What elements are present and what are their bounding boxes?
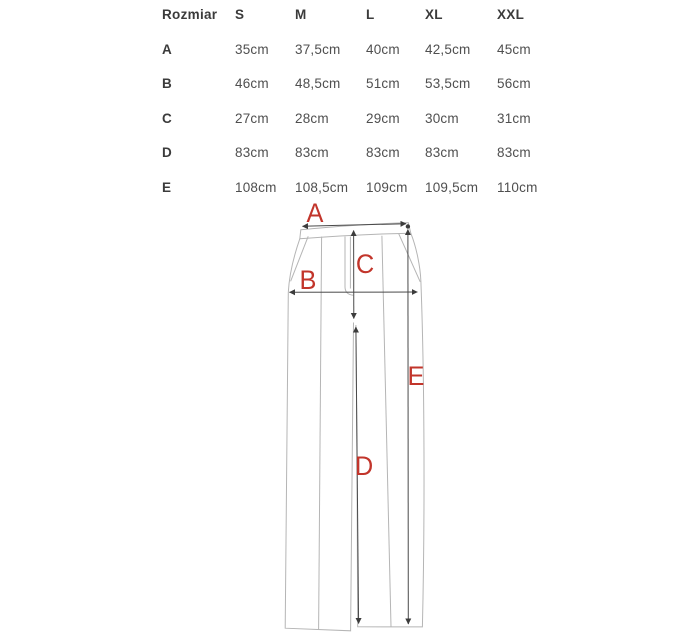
size-table-header-rozmiar: Rozmiar [162,7,218,22]
value-b-s: 46cm [235,76,269,91]
value-a-xl: 42,5cm [425,41,471,57]
right-crease-line [382,236,391,627]
waistband-corner-point [406,224,410,228]
value-a-xxl: 45cm [497,41,531,57]
left-crease-line [319,237,322,630]
dimension-label-b: B [299,265,317,295]
value-d-l: 83cm [366,145,400,160]
value-e-m: 108,5cm [295,179,349,195]
size-table-header-l: L [366,7,375,22]
row-label-a: A [162,41,173,57]
row-label-b: B [162,76,173,91]
value-a-m: 37,5cm [295,41,341,57]
value-c-l: 29cm [366,110,400,126]
value-c-xl: 30cm [425,110,459,126]
value-c-s: 27cm [235,110,269,126]
right-pocket-line [399,233,421,281]
value-b-m: 48,5cm [295,76,341,91]
size-table-header-s: S [235,7,245,22]
value-e-xl: 109,5cm [425,179,479,195]
value-c-xxl: 31cm [497,110,531,126]
row-label-c: C [162,110,173,126]
value-d-m: 83cm [295,145,329,160]
value-d-s: 83cm [235,145,269,160]
row-label-e: E [162,179,172,195]
value-a-l: 40cm [366,41,400,57]
size-table-header-xl: XL [425,7,443,22]
size-table-header-m: M [295,7,307,22]
row-label-d: D [162,145,173,160]
value-b-xl: 53,5cm [425,76,471,91]
value-b-l: 51cm [366,76,400,91]
value-e-xxl: 110cm [497,179,538,195]
value-d-xxl: 83cm [497,145,531,160]
dimension-label-d: D [354,451,374,481]
dimension-label-e: E [407,361,425,391]
dimension-label-a: A [306,198,324,228]
value-e-s: 108cm [235,179,277,195]
size-table-header-xxl: XXL [497,7,525,22]
dimension-label-c: C [355,249,375,279]
value-b-xxl: 56cm [497,76,531,91]
value-d-xl: 83cm [425,145,459,160]
value-a-s: 35cm [235,41,269,57]
value-c-m: 28cm [295,110,329,126]
value-e-l: 109cm [366,179,408,195]
